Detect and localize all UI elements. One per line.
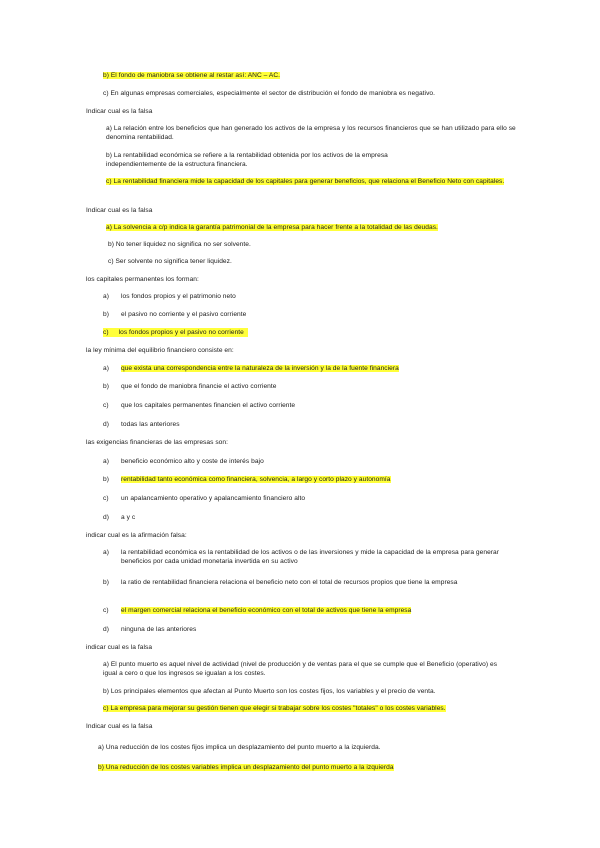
list-option-text: ninguna de las anteriores (121, 626, 197, 633)
answer-option: b) Una reducción de los costes variables implica un desplazamiento del punto muerto a la izquierda (98, 764, 394, 771)
list-option-text: rentabilidad tanto económica como financiera, solvencia, a largo y corto plazo y autonomía (121, 476, 391, 483)
list-option-letter: b) (103, 579, 109, 586)
answer-option: a) La relación entre los beneficios que han generado los activos de la empresa y los recursos financieros que se han utilizado para ello se denomina rentabilidad. (106, 125, 516, 142)
question-prompt: Indicar cual es la falsa (86, 723, 153, 730)
list-option-letter: a) (103, 549, 109, 556)
list-option-letter: a) (103, 365, 109, 372)
list-option-letter: d) (103, 421, 109, 428)
list-option-letter: d) (103, 626, 109, 633)
question-prompt: las exigencias financieras de las empresas son: (86, 439, 228, 446)
answer-option: a) Una reducción de los costes fijos implica un desplazamiento del punto muerto a la izquierda. (98, 744, 381, 751)
list-option-text: el pasivo no corriente y el pasivo corriente (121, 311, 247, 318)
list-option-letter: a) (103, 458, 109, 465)
answer-option: c) La rentabilidad financiera mide la capacidad de los capitales para generar beneficios, que relaciona el Beneficio Neto con capitales. (106, 178, 505, 185)
list-option-text: que los capitales permanentes financien el activo corriente (121, 402, 296, 409)
answer-option: b) La rentabilidad económica se refiere a la rentabilidad obtenida por los activos de la empresa independientemente de la estructura financiera. (106, 152, 388, 169)
list-option-text: beneficio económico alto y coste de interés bajo (121, 458, 264, 465)
answer-option: c) Ser solvente no significa tener liquidez. (108, 258, 232, 265)
answer-option: c) La empresa para mejorar su gestión tienen que elegir si trabajar sobre los costes "totales" o los costes variables. (103, 705, 446, 712)
list-option-highlighted: c) los fondos propios y el pasivo no corriente (103, 328, 248, 337)
question-prompt: la ley mínima del equilibrio financiero consiste en: (86, 347, 234, 354)
answer-option: c) En algunas empresas comerciales, especialmente el sector de distribución el fondo de maniobra es negativo. (103, 90, 436, 97)
list-option-text: un apalancamiento operativo y apalancamiento financiero alto (121, 495, 306, 502)
question-prompt: indicar cual es la falsa (86, 644, 153, 651)
answer-option: b) No tener liquidez no significa no ser solvente. (108, 241, 251, 248)
list-option-letter: c) (103, 495, 109, 502)
list-option-text: que el fondo de maniobra financie el activo corriente (121, 383, 277, 390)
answer-option: b) Los principales elementos que afectan al Punto Muerto son los costes fijos, los variables y el precio de venta. (103, 688, 436, 695)
question-prompt: los capitales permanentes los forman: (86, 276, 199, 283)
list-option-letter: c) (103, 402, 109, 409)
list-option-letter: b) (103, 383, 109, 390)
list-option-text: la rentabilidad económica es la rentabilidad de los activos o de las inversiones y mide la capacidad de la empresa para generar beneficios por cada unidad monetaria invertida en su activo (121, 549, 500, 566)
list-option-text: la ratio de rentabilidad financiera relaciona el beneficio neto con el total de recursos propios que tiene la empresa (121, 579, 458, 586)
list-option-letter: a) (103, 293, 109, 300)
question-prompt: indicar cual es la afirmación falsa: (86, 532, 187, 539)
question-prompt: Indicar cual es la falsa (86, 207, 153, 214)
answer-option: b) El fondo de maniobra se obtiene al restar así: ANC – AC. (103, 72, 281, 79)
list-option-text: que exista una correspondencia entre la naturaleza de la inversión y la de la fuente financiera (121, 365, 399, 372)
list-option-text: los fondos propios y el patrimonio neto (121, 293, 236, 300)
list-option-letter: b) (103, 476, 109, 483)
answer-option: a) El punto muerto es aquel nivel de actividad (nivel de producción y de ventas para el que se cumple que el Beneficio (operativo) es igual a cero o que los ingresos se igualan a los costes. (103, 661, 498, 678)
list-option-letter: d) (103, 514, 109, 521)
list-option-letter: c) (103, 607, 109, 614)
list-option-text: el margen comercial relaciona el beneficio económico con el total de activos que tiene la empresa (121, 607, 412, 614)
list-option-text: a y c (121, 514, 136, 521)
answer-option: a) La solvencia a c/p indica la garantía patrimonial de la empresa para hacer frente a la totalidad de las deudas. (106, 224, 438, 231)
list-option-text: todas las anteriores (121, 421, 180, 428)
list-option-letter: b) (103, 311, 109, 318)
question-prompt: Indicar cual es la falsa (86, 108, 153, 115)
